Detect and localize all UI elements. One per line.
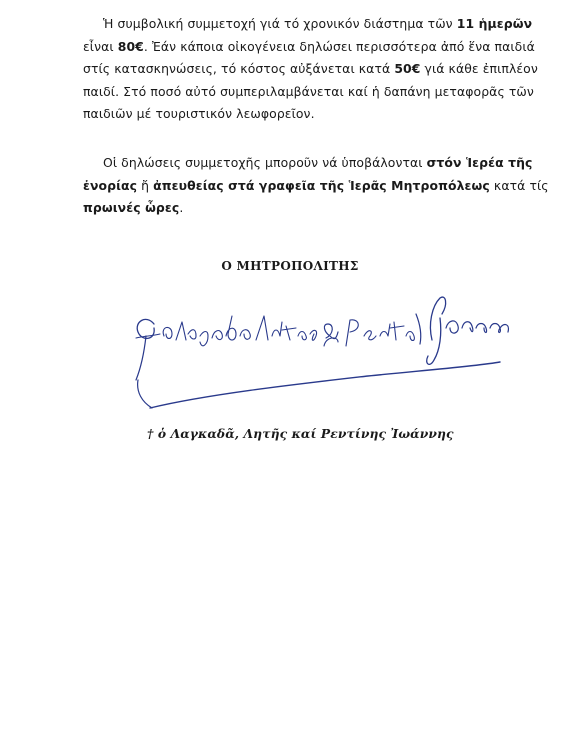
paragraph-line [83,36,535,59]
price-emphasis: 80€ [117,38,144,54]
submission-paragraph [83,152,549,220]
metropolitan-title: Ο ΜΗΤΡΟΠΟΛΙΤΗΣ [221,259,359,273]
paragraph-line [83,13,533,36]
paragraph-line [83,175,549,198]
morning-hours-emphasis: πρωινές ὧρες [83,200,180,215]
metropolis-emphasis: ἀπευθείας στά γραφεῖα τῆς Ἱερᾶς Μητροπόλεως [153,177,490,193]
text-run: εἶναι [83,38,118,54]
signatory-name: † ὁ Λαγκαδᾶ, Λητῆς καί Ρεντίνης Ἰωάννης [147,426,454,441]
paragraph-line: παιδιῶν μέ τουριστικόν λεωφορεῖον. [83,106,315,121]
handwritten-signature [128,284,518,412]
paragraph-line [83,152,533,175]
text-run: γιά κάθε ἐπιπλέον [420,61,538,76]
text-run: Οἱ δηλώσεις συμμετοχῆς μποροῦν νά ὑποβάλονται [103,155,427,170]
text-run: κατά τίς [489,177,549,193]
paragraph-line [83,197,513,220]
parish-emphasis: ἐνορίας [83,177,138,193]
paragraph-line: παιδί. Στό ποσό αὐτό συμπεριλαμβάνεται καί ἡ δαπάνη μεταφορᾶς τῶν [83,83,534,99]
text-run: Ἡ συμβολική συμμετοχή γιά τό χρονικόν διάστημα τῶν [103,16,457,31]
priest-emphasis: στόν Ἱερέα τῆς [426,155,533,170]
text-run: . [179,200,184,215]
participation-cost-paragraph [83,13,538,126]
text-run: στίς κατασκηνώσεις, τό κόστος αὐξάνεται κατά [83,61,395,76]
text-run: . Ἐάν κάποια οἰκογένεια δηλώσει περισσότερα ἀπό ἕνα παιδιά [143,38,535,54]
extra-price-emphasis: 50€ [394,61,421,76]
text-run: ἤ [137,177,154,193]
paragraph-line [83,58,538,81]
duration-emphasis: 11 ἡμερῶν [456,16,533,31]
